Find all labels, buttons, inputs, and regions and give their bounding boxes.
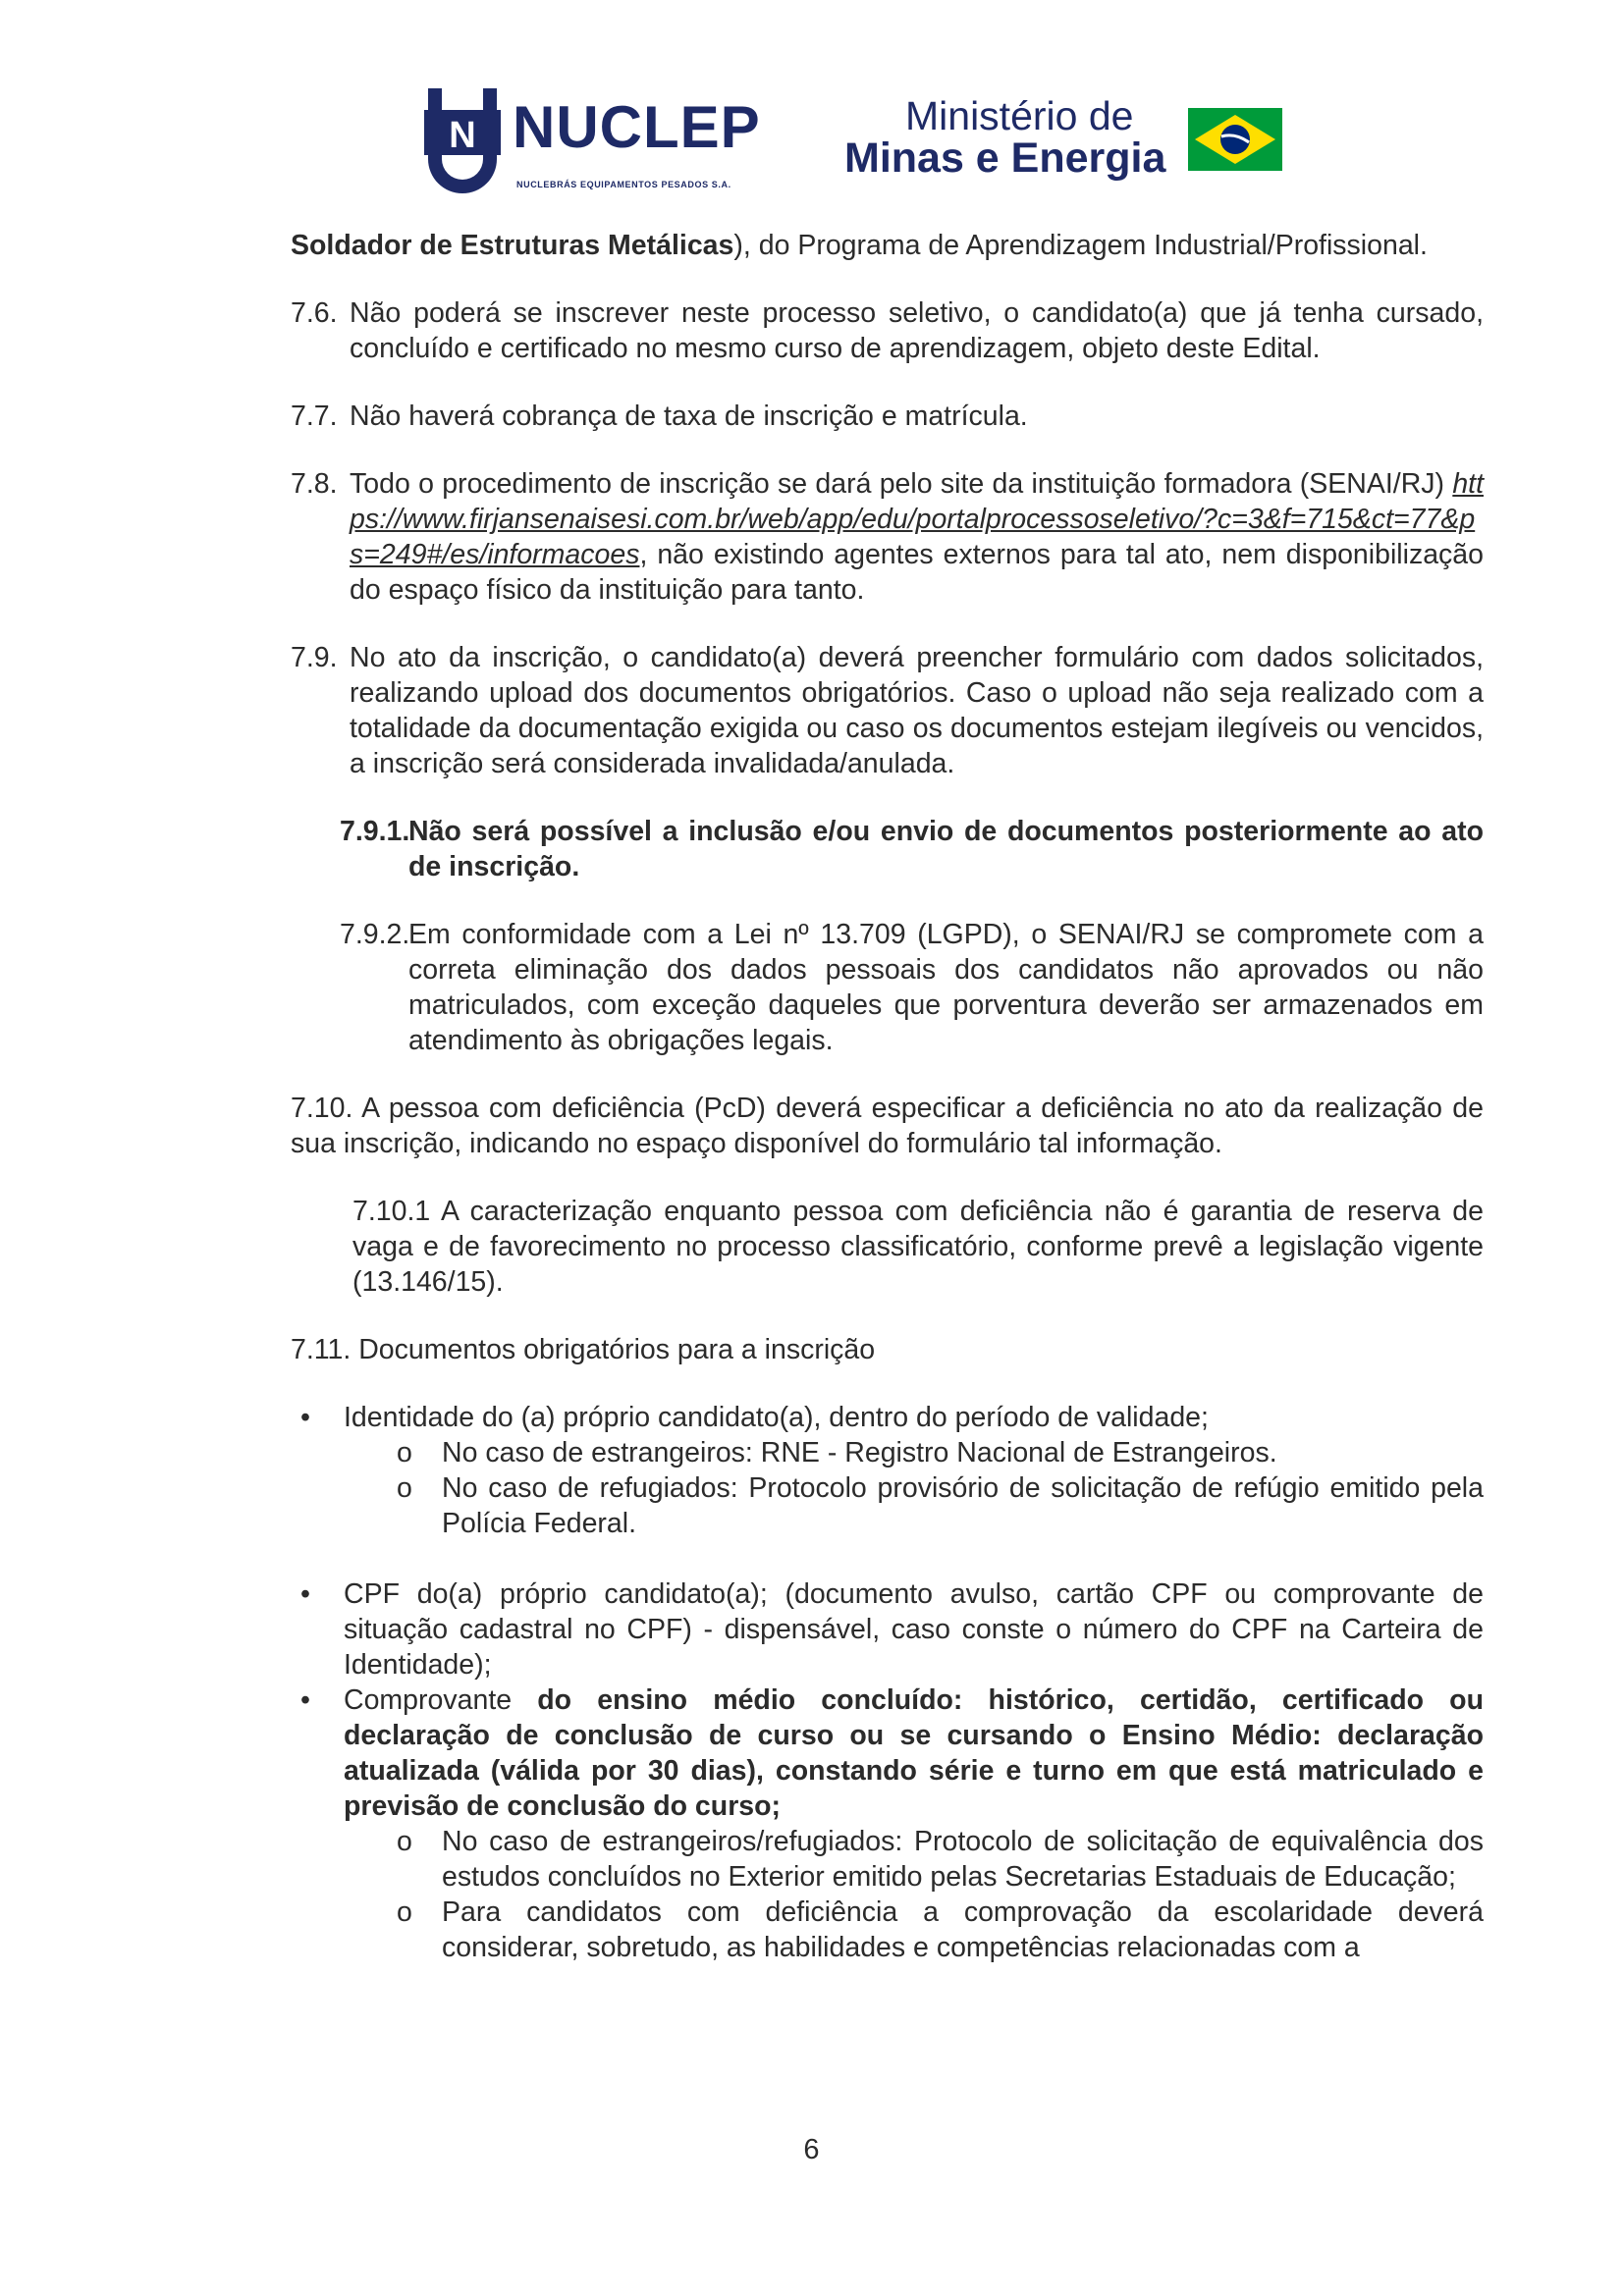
item-7-7 [291,399,1484,434]
item-number: 7.8. [291,468,338,500]
logo-wordmark: NUCLEP [513,94,761,160]
sub-list-item-text: No caso de estrangeiros: RNE - Registro Nacional de Estrangeiros. [442,1437,1277,1468]
item-7-9-2 [340,917,1484,1058]
item-text: Não poderá se inscrever neste processo seletivo, o candidato(a) que já tenha cursado, concluído e certificado no mesmo curso de aprendizagem, objeto deste Edital. [350,297,1484,364]
item-number: 7.9. [291,642,338,673]
senai-registration-link[interactable]: https://www.firjansenaisesi.com.br/web/app/edu/portalprocessoseletivo/?c=3&f=715&ct=77&ps=249#/es/informacoes [350,468,1484,570]
logo-subtitle: NUCLEBRÁS EQUIPAMENTOS PESADOS S.A. [516,180,731,189]
sub-list-item [388,1895,1484,1965]
sub-list-item-text: Para candidatos com deficiência a comprovação da escolaridade deverá considerar, sobretudo, as habilidades e competências relacionadas com a [442,1896,1484,1963]
circle-bullet-icon: o [397,1472,412,1504]
item-text: Não haverá cobrança de taxa de inscrição e matrícula. [350,400,1028,432]
list-item-bold: do ensino médio concluído: histórico, certidão, certificado ou declaração de conclusão de curso ou se cursando o Ensino Médio: declaração atualizada (válida por 30 dias), constando série e turno em que está matriculado e previsão de conclusão do curso; [344,1684,1484,1822]
item-number: 7.7. [291,400,338,432]
bullet-icon: • [300,1402,310,1433]
intro-course-name: Soldador de Estruturas Metálicas [291,230,734,261]
item-7-11: 7.11. Documentos obrigatórios para a inscrição [291,1334,876,1365]
bullet-icon: • [300,1578,310,1610]
sub-list-item [388,1435,1484,1470]
item-text-after: , não existindo agentes externos para tal ato, nem disponibilização do espaço físico da instituição para tanto. [350,539,1484,606]
sub-list-item-text: No caso de estrangeiros/refugiados: Protocolo de solicitação de equivalência dos estudos concluídos no Exterior emitido pelas Secretarias Estaduais de Educação; [442,1826,1484,1893]
list-item [291,1400,1484,1576]
nuclep-logo-icon [422,82,503,198]
item-7-8 [291,466,1484,608]
page-number: 6 [803,2134,820,2165]
sub-list [344,1824,1484,1965]
item-text [350,466,1484,608]
item-number: 7.9.1. [340,816,410,847]
list-item-text: CPF do(a) próprio candidato(a); (documento avulso, cartão CPF ou comprovante de situação cadastral no CPF) - dispensável, caso conste o número do CPF na Carteira de Identidade); [344,1578,1484,1681]
circle-bullet-icon: o [397,1437,412,1468]
sub-list-item-text: No caso de refugiados: Protocolo provisório de solicitação de refúgio emitido pela Polícia Federal. [442,1472,1484,1539]
list-item-text: Identidade do (a) próprio candidato(a), dentro do período de validade; [344,1402,1209,1433]
item-text-before: Todo o procedimento de inscrição se dará pelo site da instituição formadora (SENAI/RJ) [350,468,1453,500]
logo-mark-letter: N [449,115,476,156]
list-item [291,1576,1484,1682]
sub-list-item [388,1824,1484,1895]
list-item-text [344,1682,1484,1824]
item-7-9-1 [340,814,1484,884]
item-number: 7.6. [291,297,338,329]
ministry-line2: Minas e Energia [844,134,1166,182]
list-item [291,1682,1484,1965]
sub-list [344,1435,1484,1541]
page-header [422,77,1286,204]
item-7-10-1: 7.10.1 A caracterização enquanto pessoa com deficiência não é garantia de reserva de vaga e de favorecimento no processo classificatório, conforme prevê a legislação vigente (13.146/15). [352,1196,1484,1298]
item-text: Não será possível a inclusão e/ou envio de documentos posteriormente ao ato de inscrição. [408,816,1484,882]
document-body [291,228,1484,1965]
intro-rest: ), do Programa de Aprendizagem Industrial/Profissional. [733,230,1428,261]
circle-bullet-icon: o [397,1826,412,1857]
item-text: Em conformidade com a Lei nº 13.709 (LGPD), o SENAI/RJ se compromete com a correta eliminação dos dados pessoais dos candidatos não aprovados ou não matriculados, com exceção daqueles que porventura deverão ser armazenados em atendimento às obrigações legais. [408,919,1484,1056]
brazil-flag-icon [1188,108,1282,171]
intro-paragraph [291,228,1484,263]
required-documents-list [291,1400,1484,1965]
item-7-9 [291,640,1484,781]
circle-bullet-icon: o [397,1896,412,1928]
item-7-10: 7.10. A pessoa com deficiência (PcD) deverá especificar a deficiência no ato da realização de sua inscrição, indicando no espaço disponível do formulário tal informação. [291,1093,1484,1159]
ministry-line1: Ministério de [905,93,1134,138]
sub-list-item [388,1470,1484,1541]
item-7-6 [291,295,1484,366]
bullet-icon: • [300,1684,310,1716]
list-item-lead: Comprovante [344,1684,538,1716]
item-number: 7.9.2. [340,919,410,950]
item-text: No ato da inscrição, o candidato(a) deverá preencher formulário com dados solicitados, realizando upload dos documentos obrigatórios. Caso o upload não seja realizado com a totalidade da documentação exigida ou caso os documentos estejam ilegíveis ou vencidos, a inscrição será considerada invalidada/anulada. [350,642,1484,779]
